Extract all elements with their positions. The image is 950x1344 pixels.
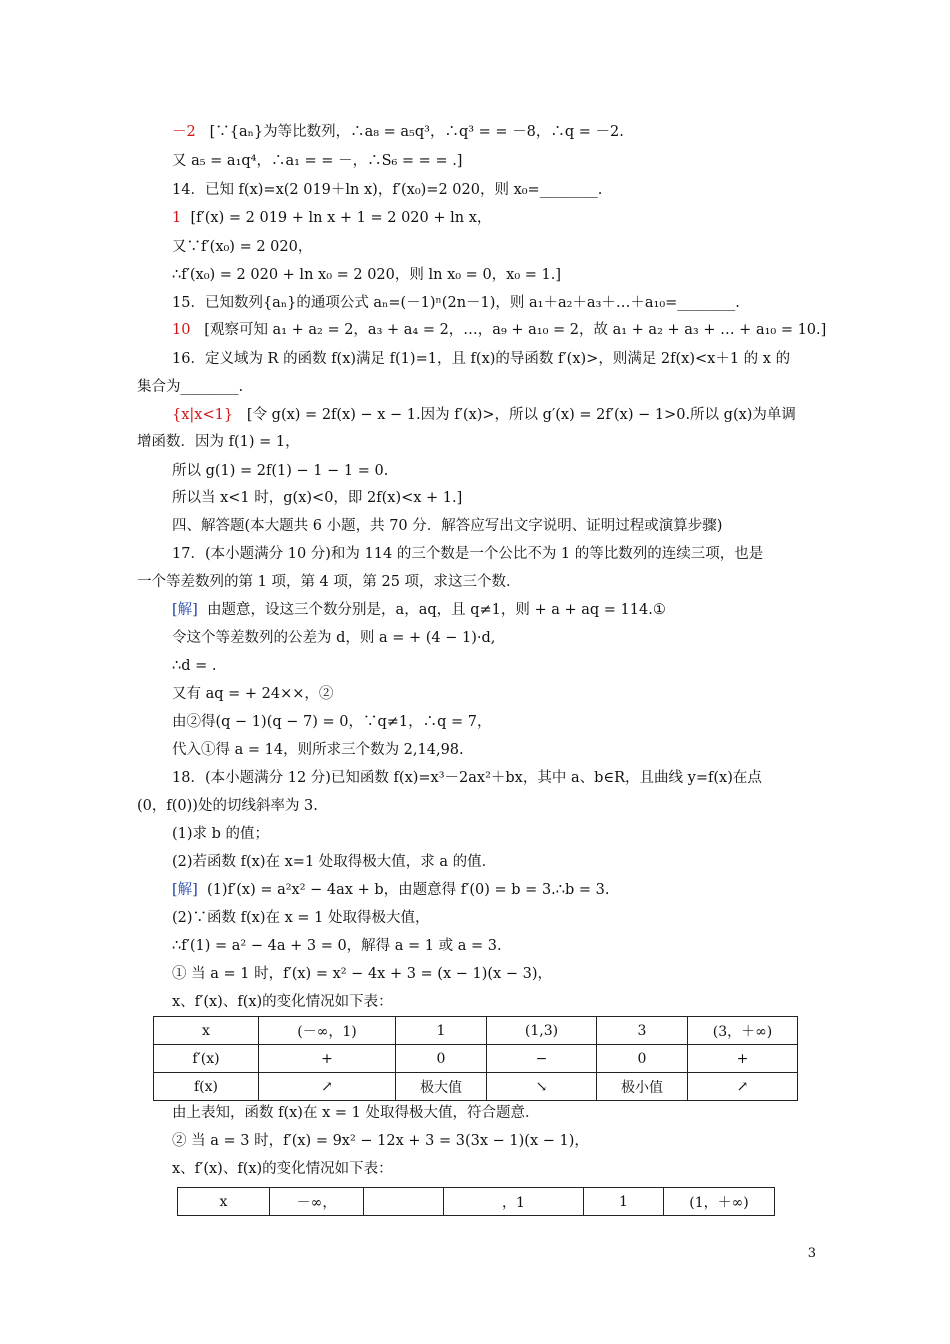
text-line: 所以 g(1) = 2f(1) − 1 − 1 = 0.	[172, 463, 389, 479]
table-row	[154, 1073, 798, 1101]
table-cell: x	[178, 1188, 270, 1216]
variation-table-1	[153, 1016, 798, 1101]
solution-tag: [解]	[172, 602, 198, 618]
text-line: 又 a₅ = a₁q⁴，∴a₁ = = －，∴S₆ = = = .]	[172, 153, 463, 169]
page-number: 3	[807, 1246, 816, 1261]
table-cell: 1	[396, 1017, 487, 1045]
answer-line-13	[172, 122, 624, 142]
table-cell	[364, 1188, 444, 1216]
table-cell: (3，＋∞)	[688, 1017, 798, 1045]
text-line: (2)∵函数 f(x)在 x = 1 处取得极大值，	[172, 910, 430, 926]
text-line: ① 当 a = 1 时，f′(x) = x² − 4x + 3 = (x − 1)(x − 3)，	[172, 966, 552, 982]
answer-explanation: [∵{aₙ}为等比数列，∴a₈ = a₅q³，∴q³ = = －8，∴q = －2.	[209, 124, 624, 140]
table-row	[178, 1188, 775, 1216]
table-row	[154, 1017, 798, 1045]
table-cell: (1,3)	[487, 1017, 597, 1045]
section-heading: 四、解答题(本大题共 6 小题，共 70 分．解答应写出文字说明、证明过程或演算步骤)	[172, 518, 723, 534]
answer-explanation: [f′(x) = 2 019 + ln x + 1 = 2 020 + ln x，	[190, 210, 492, 226]
table-cell: 极大值	[396, 1073, 487, 1101]
table-cell: ↗	[688, 1073, 798, 1101]
text-line: (0，f(0))处的切线斜率为 3.	[137, 798, 318, 814]
table-cell: (－∞，1)	[259, 1017, 396, 1045]
table-cell: +	[688, 1045, 798, 1073]
text-line: 令这个等差数列的公差为 d，则 a = + (4 − 1)·d,	[172, 630, 496, 646]
solution-18-start	[172, 880, 610, 900]
answer-explanation: [令 g(x) = 2f(x) − x − 1.因为 f′(x)>，所以 g′(x) = 2f′(x) − 1>0.所以 g(x)为单调	[246, 407, 796, 423]
text-line: 由②得(q − 1)(q − 7) = 0，∵q≠1，∴q = 7，	[172, 714, 492, 730]
table-cell: x	[154, 1017, 259, 1045]
question-17: 17．(本小题满分 10 分)和为 114 的三个数是一个公比不为 1 的等比数列的连续三项，也是	[172, 546, 764, 562]
text-line: (1)求 b 的值；	[172, 826, 270, 842]
text-line: 又∵f′(x₀) = 2 020，	[172, 239, 313, 255]
table-cell: 1	[584, 1188, 664, 1216]
answer-value: {x|x<1}	[172, 407, 234, 423]
answer-line-16	[172, 405, 796, 425]
table-cell: －∞，	[270, 1188, 364, 1216]
question-16: 16．定义域为 R 的函数 f(x)满足 f(1)=1，且 f(x)的导函数 f′(x)>，则满足 2f(x)<x＋1 的 x 的	[172, 351, 791, 367]
table-cell: ，1	[444, 1188, 584, 1216]
table-cell: f(x)	[154, 1073, 259, 1101]
table-cell: 0	[597, 1045, 688, 1073]
text-line: ∴d = .	[172, 658, 217, 674]
answer-explanation: [观察可知 a₁ + a₂ = 2，a₃ + a₄ = 2，…，a₉ + a₁₀ = 2，故 a₁ + a₂ + a₃ + … + a₁₀ = 10.]	[204, 322, 827, 338]
answer-value: 1	[172, 210, 182, 226]
table-cell: 0	[396, 1045, 487, 1073]
answer-value: 10	[172, 322, 191, 338]
text-line: ∴f′(1) = a² − 4a + 3 = 0，解得 a = 1 或 a = 3.	[172, 938, 502, 954]
answer-line-15	[172, 320, 826, 340]
table-cell: f′(x)	[154, 1045, 259, 1073]
solution-text: 由题意，设这三个数分别是，a，aq，且 q≠1，则 + a + aq = 114.①	[207, 602, 666, 618]
text-line: x、f′(x)、f(x)的变化情况如下表：	[172, 1161, 393, 1177]
table-cell: ↗	[259, 1073, 396, 1101]
table-cell: (1，＋∞)	[664, 1188, 775, 1216]
variation-table-2	[177, 1187, 775, 1216]
question-18: 18．(本小题满分 12 分)已知函数 f(x)=x³－2ax²＋bx，其中 a、b∈R，且曲线 y=f(x)在点	[172, 770, 762, 786]
table-row	[154, 1045, 798, 1073]
text-line: 由上表知，函数 f(x)在 x = 1 处取得极大值，符合题意．	[172, 1105, 540, 1121]
table-cell: ↘	[487, 1073, 597, 1101]
question-15: 15．已知数列{aₙ}的通项公式 aₙ=(－1)ⁿ(2n－1)，则 a₁＋a₂＋a₃＋…＋a₁₀=________.	[172, 295, 740, 311]
text-line: 又有 aq = + 24××，②	[172, 686, 334, 702]
table-cell: +	[259, 1045, 396, 1073]
table-cell: −	[487, 1045, 597, 1073]
answer-value: －2	[172, 124, 196, 140]
solution-tag: [解]	[172, 882, 198, 898]
text-line: 增函数．因为 f(1) = 1，	[137, 434, 300, 450]
text-line: ② 当 a = 3 时，f′(x) = 9x² − 12x + 3 = 3(3x − 1)(x − 1)，	[172, 1133, 589, 1149]
text-line: 一个等差数列的第 1 项，第 4 项，第 25 项，求这三个数．	[137, 574, 521, 590]
question-14: 14．已知 f(x)=x(2 019＋ln x)，f′(x₀)=2 020，则 x₀=________.	[172, 182, 603, 198]
text-line: 集合为________.	[137, 379, 244, 395]
answer-line-14	[172, 208, 491, 228]
table-cell: 3	[597, 1017, 688, 1045]
text-line: 所以当 x<1 时，g(x)<0，即 2f(x)<x + 1.]	[172, 490, 463, 506]
solution-17-start	[172, 600, 666, 620]
text-line: ∴f′(x₀) = 2 020 + ln x₀ = 2 020，则 ln x₀ = 0，x₀ = 1.]	[172, 267, 562, 283]
solution-text: (1)f′(x) = a²x² − 4ax + b，由题意得 f′(0) = b = 3.∴b = 3.	[207, 882, 610, 898]
table-cell: 极小值	[597, 1073, 688, 1101]
text-line: x、f′(x)、f(x)的变化情况如下表：	[172, 994, 393, 1010]
text-line: 代入①得 a = 14，则所求三个数为 2,14,98.	[172, 742, 464, 758]
text-line: (2)若函数 f(x)在 x=1 处取得极大值，求 a 的值．	[172, 854, 497, 870]
